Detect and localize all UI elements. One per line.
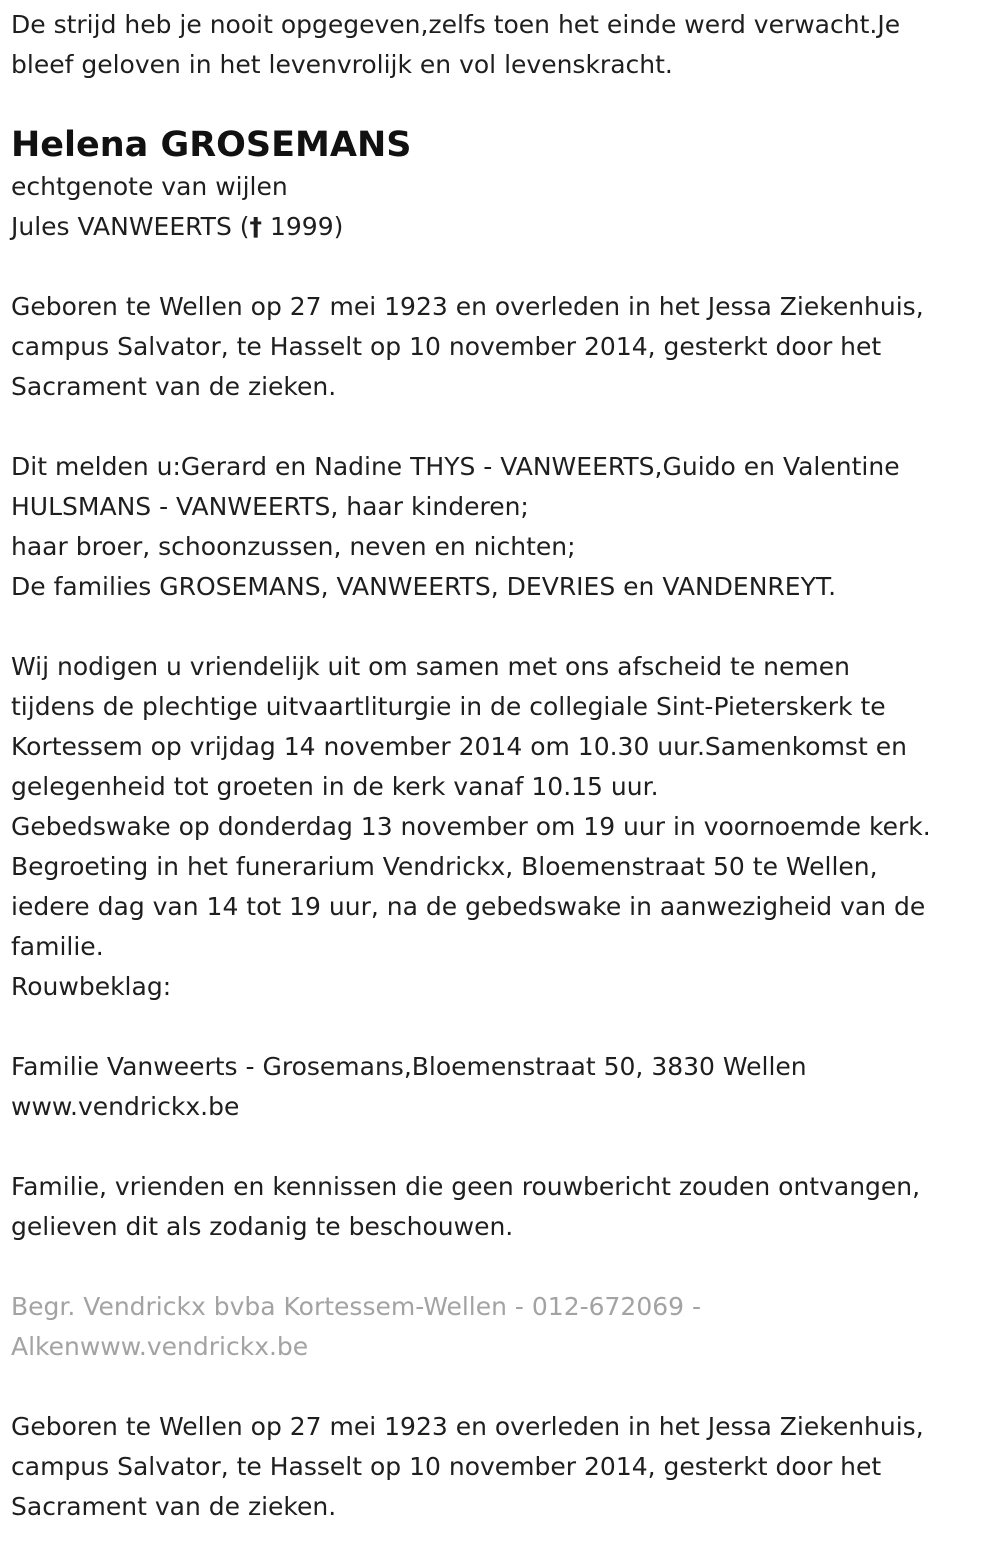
notice-line: gelieven dit als zodanig te beschouwen. <box>11 1212 514 1241</box>
deceased-name: Helena GROSEMANS <box>11 125 412 165</box>
announcers-line: Dit melden u:Gerard en Nadine THYS - VANWEERTS,Guido en Valentine <box>11 452 900 481</box>
notice-line: Familie, vrienden en kennissen die geen rouwbericht zouden ontvangen, <box>11 1172 921 1201</box>
birth-death-paragraph-repeat <box>11 1407 1000 1527</box>
announcers-paragraph <box>11 447 1000 607</box>
birth-death-line: Sacrament van de zieken. <box>11 1492 337 1521</box>
condolence-address <box>11 1047 1000 1127</box>
ceremony-line: Wij nodigen u vriendelijk uit om samen met ons afscheid te nemen <box>11 652 850 681</box>
ceremony-line: Kortessem op vrijdag 14 november 2014 om 10.30 uur.Samenkomst en <box>11 732 907 761</box>
spouse-year: 1999) <box>262 212 344 241</box>
notice-paragraph <box>11 1167 1000 1247</box>
birth-death-line: Geboren te Wellen op 27 mei 1923 en overleden in het Jessa Ziekenhuis, <box>11 1412 924 1441</box>
funeral-home-line: Alkenwww.vendrickx.be <box>11 1332 309 1361</box>
website-link[interactable]: www.vendrickx.be <box>11 1092 240 1121</box>
ceremony-line: gelegenheid tot groeten in de kerk vanaf 10.15 uur. <box>11 772 659 801</box>
birth-death-line: campus Salvator, te Hasselt op 10 november 2014, gesterkt door het <box>11 1452 882 1481</box>
intro-verse <box>11 5 1000 85</box>
ceremony-line: Rouwbeklag: <box>11 972 172 1001</box>
announcers-line: HULSMANS - VANWEERTS, haar kinderen; <box>11 492 529 521</box>
announcers-line: De families GROSEMANS, VANWEERTS, DEVRIES en VANDENREYT. <box>11 572 837 601</box>
intro-line: bleef geloven in het levenvrolijk en vol levenskracht. <box>11 50 673 79</box>
birth-death-line: Geboren te Wellen op 27 mei 1923 en overleden in het Jessa Ziekenhuis, <box>11 292 924 321</box>
birth-death-line: Sacrament van de zieken. <box>11 372 337 401</box>
ceremony-line: tijdens de plechtige uitvaartliturgie in de collegiale Sint-Pieterskerk te <box>11 692 886 721</box>
announcers-line: haar broer, schoonzussen, neven en nichten; <box>11 532 576 561</box>
ceremony-line: iedere dag van 14 tot 19 uur, na de gebedswake in aanwezigheid van de <box>11 892 926 921</box>
cross-icon: † <box>249 212 263 241</box>
birth-death-paragraph <box>11 287 1000 407</box>
birth-death-line: campus Salvator, te Hasselt op 10 november 2014, gesterkt door het <box>11 332 882 361</box>
intro-line: De strijd heb je nooit opgegeven,zelfs toen het einde werd verwacht.Je <box>11 10 901 39</box>
condolence-line: Familie Vanweerts - Grosemans,Bloemenstraat 50, 3830 Wellen <box>11 1052 807 1081</box>
ceremony-line: Begroeting in het funerarium Vendrickx, Bloemenstraat 50 te Wellen, <box>11 852 878 881</box>
relation-line: echtgenote van wijlen <box>11 172 288 201</box>
ceremony-line: familie. <box>11 932 104 961</box>
funeral-home-credit <box>11 1287 1000 1367</box>
spouse-info <box>11 167 1000 247</box>
spouse-line <box>11 207 1000 247</box>
spouse-name: Jules VANWEERTS ( <box>11 212 250 241</box>
ceremony-line: Gebedswake op donderdag 13 november om 19 uur in voornoemde kerk. <box>11 812 931 841</box>
ceremony-paragraph <box>11 647 1000 1007</box>
funeral-home-line: Begr. Vendrickx bvba Kortessem-Wellen - 012-672069 - <box>11 1292 702 1321</box>
